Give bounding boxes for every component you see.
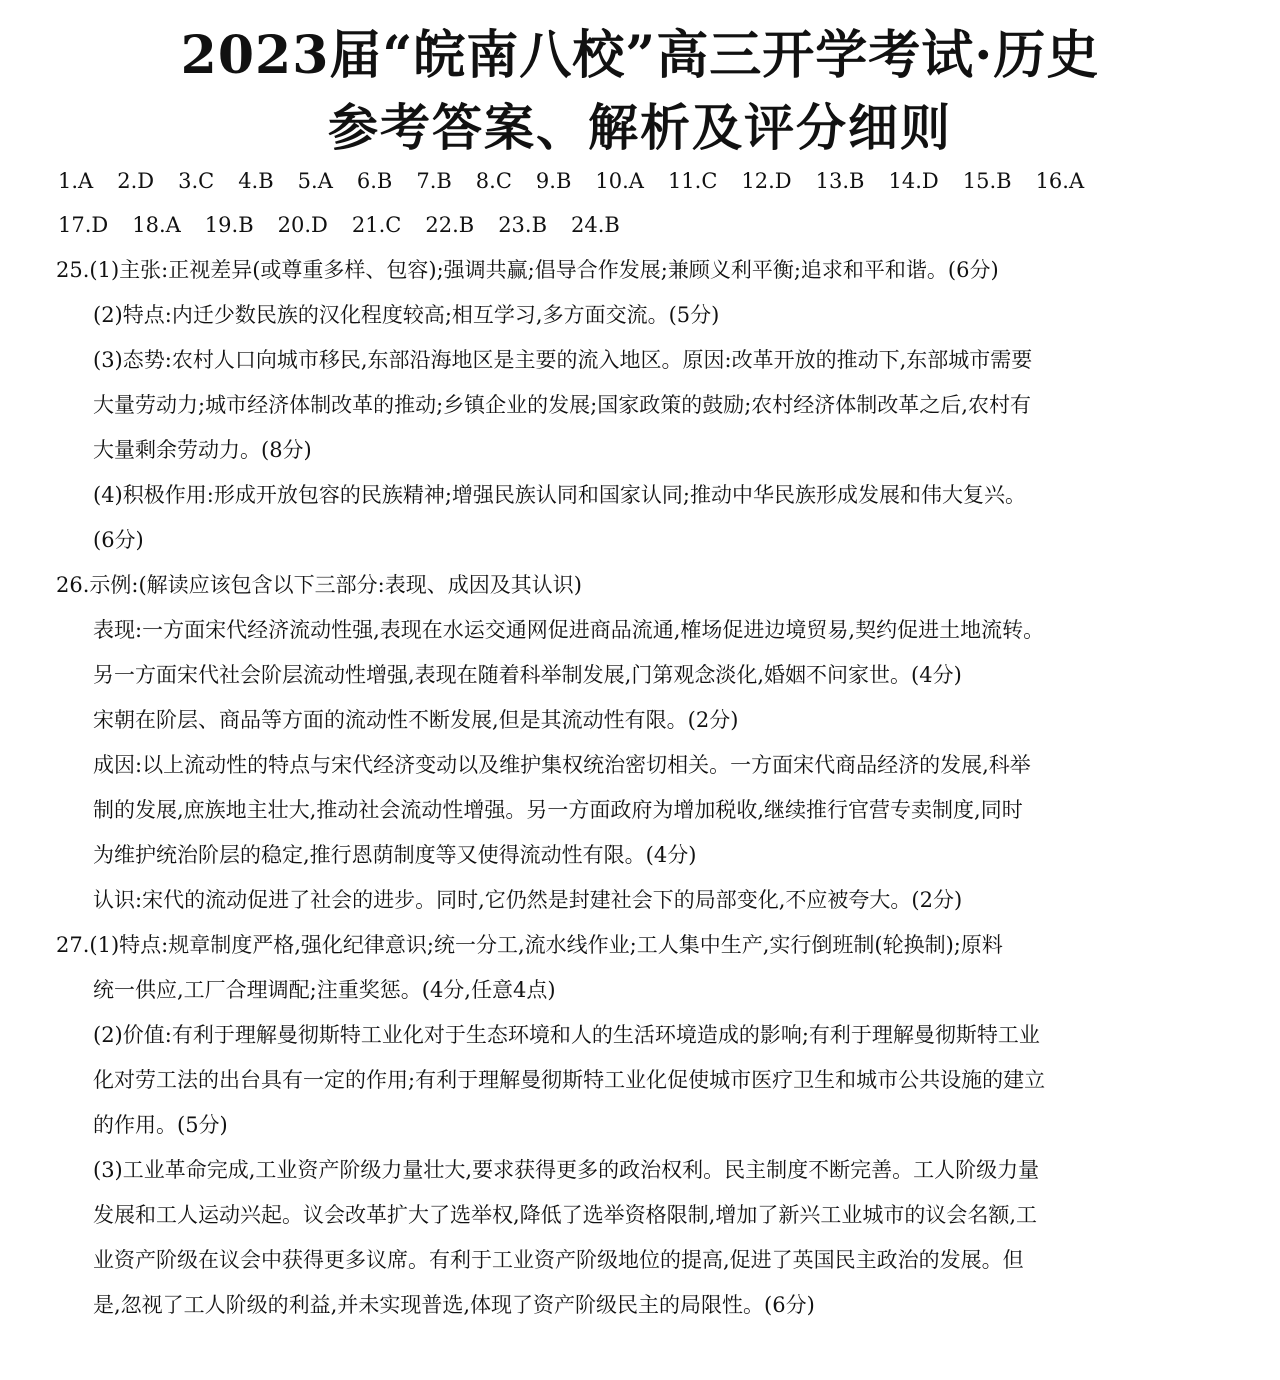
choice-answer: 16.A xyxy=(1035,169,1085,193)
document-subtitle: 参考答案、解析及评分细则 xyxy=(328,98,952,157)
q25-part1: 25.(1)主张:正视差异(或尊重多样、包容);强调共赢;倡导合作发展;兼顾义利平衡;追求和平和谐。(6分) xyxy=(56,258,999,282)
choice-answers-row-1 xyxy=(58,166,1238,196)
q26-line6: 为维护统治阶层的稳定,推行恩荫制度等又使得流动性有限。(4分) xyxy=(93,843,697,867)
choice-answer: 4.B xyxy=(238,169,274,193)
choice-answer: 22.B xyxy=(425,213,475,237)
q25-part3-line3: 大量剩余劳动力。(8分) xyxy=(93,438,312,462)
q27-part3-line1: (3)工业革命完成,工业资产阶级力量壮大,要求获得更多的政治权利。民主制度不断完善。工人阶级力量 xyxy=(93,1158,1040,1182)
choice-answer: 20.D xyxy=(277,213,328,237)
choice-answer: 15.B xyxy=(962,169,1012,193)
choice-answer: 1.A xyxy=(58,169,94,193)
choice-answer: 19.B xyxy=(204,213,254,237)
q26-line3: 宋朝在阶层、商品等方面的流动性不断发展,但是其流动性有限。(2分) xyxy=(93,708,739,732)
q25-part3-line1: (3)态势:农村人口向城市移民,东部沿海地区是主要的流入地区。原因:改革开放的推动下,东部城市需要 xyxy=(93,348,1033,372)
choice-answer: 12.D xyxy=(741,169,792,193)
choice-answer: 5.A xyxy=(297,169,333,193)
q26-line5: 制的发展,庶族地主壮大,推动社会流动性增强。另一方面政府为增加税收,继续推行官营专卖制度,同时 xyxy=(93,798,1023,822)
q27-part3-line4: 是,忽视了工人阶级的利益,并未实现普选,体现了资产阶级民主的局限性。(6分) xyxy=(93,1293,815,1317)
q27-part1-line1: 27.(1)特点:规章制度严格,强化纪律意识;统一分工,流水线作业;工人集中生产,实行倒班制(轮换制);原料 xyxy=(56,933,1003,957)
q25-part2: (2)特点:内迁少数民族的汉化程度较高;相互学习,多方面交流。(5分) xyxy=(93,303,720,327)
q26-line4: 成因:以上流动性的特点与宋代经济变动以及维护集权统治密切相关。一方面宋代商品经济的发展,科举 xyxy=(93,753,1031,777)
choice-answer: 2.D xyxy=(117,169,155,193)
q27-part3-line3: 业资产阶级在议会中获得更多议席。有利于工业资产阶级地位的提高,促进了英国民主政治的发展。但 xyxy=(93,1248,1024,1272)
q26-header: 26.示例:(解读应该包含以下三部分:表现、成因及其认识) xyxy=(56,573,582,597)
choice-answers-row-2 xyxy=(58,210,1238,240)
q26-line2: 另一方面宋代社会阶层流动性增强,表现在随着科举制发展,门第观念淡化,婚姻不问家世。(4分) xyxy=(93,663,962,687)
choice-answer: 21.C xyxy=(351,213,402,237)
choice-answer: 18.A xyxy=(132,213,181,237)
choice-answer: 8.C xyxy=(475,169,512,193)
choice-answer: 23.B xyxy=(498,213,548,237)
choice-answer: 7.B xyxy=(416,169,452,193)
choice-answer: 24.B xyxy=(571,213,620,237)
q26-line1: 表现:一方面宋代经济流动性强,表现在水运交通网促进商品流通,榷场促进边境贸易,契约促进土地流转。 xyxy=(93,618,1045,642)
choice-answer: 11.C xyxy=(667,169,718,193)
document-title: 2023届“皖南八校”高三开学考试·历史 xyxy=(180,25,1100,86)
q27-part2-line1: (2)价值:有利于理解曼彻斯特工业化对于生态环境和人的生活环境造成的影响;有利于理解曼彻斯特工业 xyxy=(93,1023,1040,1047)
q27-part2-line3: 的作用。(5分) xyxy=(93,1113,228,1137)
q27-part1-line2: 统一供应,工厂合理调配;注重奖惩。(4分,任意4点) xyxy=(93,978,556,1002)
q25-part4-line1: (4)积极作用:形成开放包容的民族精神;增强民族认同和国家认同;推动中华民族形成发展和伟大复兴。 xyxy=(93,483,1026,507)
choice-answer: 14.D xyxy=(888,169,939,193)
choice-answer: 3.C xyxy=(178,169,215,193)
q27-part3-line2: 发展和工人运动兴起。议会改革扩大了选举权,降低了选举资格限制,增加了新兴工业城市的议会名额,工 xyxy=(93,1203,1038,1227)
q26-line7: 认识:宋代的流动促进了社会的进步。同时,它仍然是封建社会下的局部变化,不应被夸大。(2分) xyxy=(93,888,963,912)
choice-answer: 13.B xyxy=(815,169,865,193)
choice-answer: 17.D xyxy=(58,213,109,237)
choice-answer: 9.B xyxy=(535,169,572,193)
choice-answer: 10.A xyxy=(595,169,644,193)
q27-part2-line2: 化对劳工法的出台具有一定的作用;有利于理解曼彻斯特工业化促使城市医疗卫生和城市公共设施的建立 xyxy=(93,1068,1046,1092)
q25-part3-line2: 大量劳动力;城市经济体制改革的推动;乡镇企业的发展;国家政策的鼓励;农村经济体制改革之后,农村有 xyxy=(93,393,1031,417)
q25-part4-line2: (6分) xyxy=(93,528,144,552)
choice-answer: 6.B xyxy=(356,169,393,193)
